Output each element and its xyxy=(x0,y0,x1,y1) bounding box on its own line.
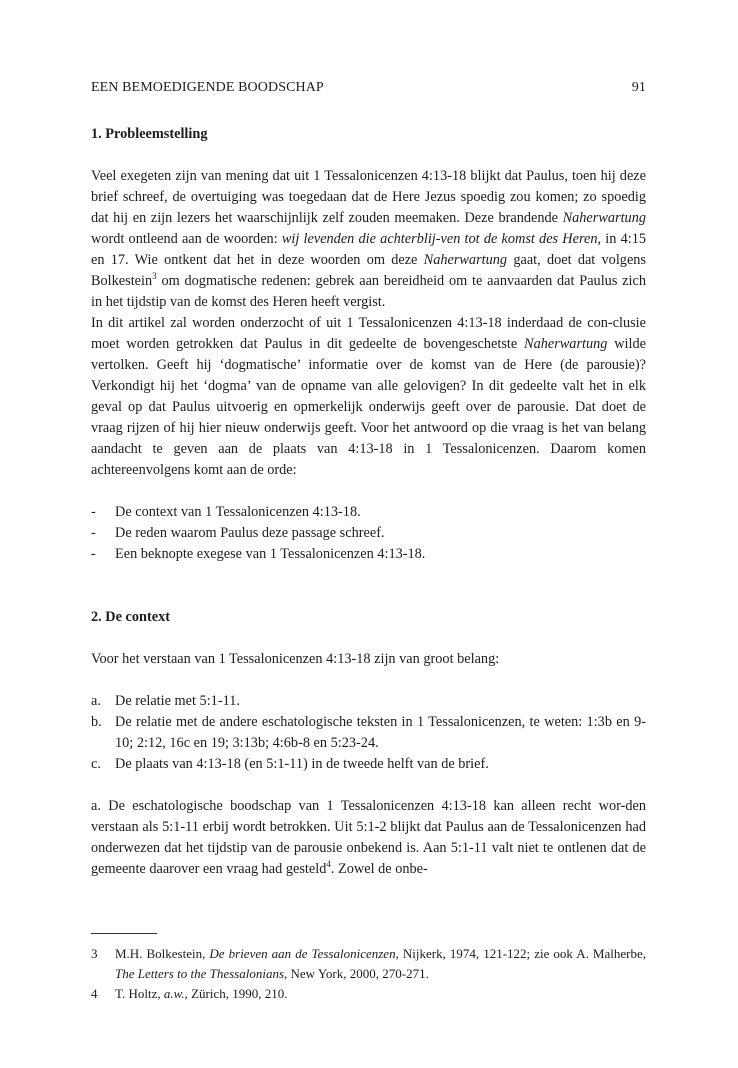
paragraph-context-intro: Voor het verstaan van 1 Tessalonicenzen 4:13-18 zijn van groot belang: xyxy=(91,651,500,667)
text-run: wilde vertolken. Geeft hij ‘dogmatische’ informatie over de komst van de Here (de parousie)? Verkondigt hij het ‘dogma’ van de opname van alle gelovigen? In dit gedeelte valt het in elk geval op dat Paulus uitvoerig en opmerkelijk onderwijs geeft over de parousie. Dat doet de vraag rijzen of hij hier nieuw onderwijs geeft. Voor het antwoord op die vraag is het van belang aandacht te geven aan de plaats van 4:13-18 in 1 Tessalonicenzen. Daarom komen achtereenvolgens komt aan de orde: xyxy=(91,336,646,478)
dash-list xyxy=(91,502,646,565)
text-run: gaat, doet dat volgens Bolkestein xyxy=(91,252,647,289)
list-item: - De context van 1 Tessalonicenzen 4:13-18. xyxy=(91,504,361,520)
text-run: Veel exegeten zijn van mening dat uit 1 Tessalonicenzen 4:13-18 blijkt dat Paulus, toen hij deze brief schreef, de overtuiging was toegedaan dat de Here Jezus spoedig zou komen; zo spoedig dat hij en zijn lezers het waarschijnlijk zelf zouden meemaken. Deze brandende xyxy=(91,168,646,226)
paragraph-intro xyxy=(91,166,646,313)
lettered-list xyxy=(91,691,646,775)
italic-term: Naherwartung xyxy=(562,210,646,226)
list-item: - De reden waarom Paulus deze passage schreef. xyxy=(91,525,385,541)
footnote-ref-3[interactable]: 3 xyxy=(152,271,157,282)
footnote-4: 4 T. Holtz, a.w., Zürich, 1990, 210. xyxy=(91,984,646,1004)
list-item: a. De relatie met 5:1-11. xyxy=(91,693,240,709)
text-run: In dit artikel zal worden onderzocht of uit 1 Tessalonicenzen 4:13-18 inderdaad de con-clusie moet worden getrokken dat Paulus in dit gedeelte de bovengeschetste xyxy=(91,315,646,352)
running-title: EEN BEMOEDIGENDE BOODSCHAP xyxy=(91,80,324,95)
list-item: b. De relatie met de andere eschatologische teksten in 1 Tessalonicenzen, te weten: 1:3b en 9-10; 2:12, 16c en 19; 3:13b; 4:6b-8 en 5:23-24. xyxy=(91,714,646,751)
footnote-ref-4[interactable]: 4 xyxy=(326,859,331,870)
page-number: 91 xyxy=(631,80,646,95)
text-run: . Zowel de onbe- xyxy=(330,861,428,877)
section-heading-context: 2. De context xyxy=(91,609,171,625)
italic-term: Naherwartung xyxy=(423,252,508,268)
footnote-number: 3 xyxy=(91,946,98,961)
italic-title: De brieven aan de Tessalonicenzen xyxy=(209,946,396,961)
text-run: a. De eschatologische boodschap van 1 Tessalonicenzen 4:13-18 kan alleen recht wor-den verstaan als 5:1-11 erbij wordt betrokken. Uit 5:1-2 blijkt dat Paulus aan de Tessalonicenzen had onderwezen dat het tijdstip van de parousie onbekend is. Aan 5:1-11 valt niet te ontlenen dat de gemeente daarover een vraag had gesteld xyxy=(91,798,646,877)
footnote-3: 3 M.H. Bolkestein, De brieven aan de Tessalonicenzen, Nijkerk, 1974, 121-122; zie ook A. Malherbe, The Letters to the Thessalonians, New York, 2000, 270-271. xyxy=(91,946,646,981)
footnotes xyxy=(91,944,646,1004)
paragraph-research xyxy=(91,313,646,481)
text-run: wordt ontleend aan de woorden: xyxy=(91,231,282,247)
section-heading-probleemstelling: 1. Probleemstelling xyxy=(91,126,208,142)
list-item: c. De plaats van 4:13-18 (en 5:1-11) in de tweede helft van de brief. xyxy=(91,756,489,772)
footnote-number: 4 xyxy=(91,986,98,1001)
text-run: , in 4:15 en 17. Wie ontkent dat het in deze woorden om deze xyxy=(91,231,646,268)
italic-title: The Letters to the Thessalonians xyxy=(115,966,285,981)
italic-quote: wij levenden die achterblij-ven tot de komst des Heren xyxy=(281,231,598,247)
text-run: om dogmatische redenen: gebrek aan bereidheid om te aanvaarden dat Paulus zich in het tijdstip van de komst des Heren heeft vergist. xyxy=(91,273,646,310)
italic-abbrev: a.w., xyxy=(163,986,188,1001)
paragraph-a xyxy=(91,796,646,880)
list-item: - Een beknopte exegese van 1 Tessalonicenzen 4:13-18. xyxy=(91,546,426,562)
italic-term: Naherwartung xyxy=(524,336,608,352)
footnote-rule xyxy=(91,933,157,934)
main-text xyxy=(91,124,646,880)
